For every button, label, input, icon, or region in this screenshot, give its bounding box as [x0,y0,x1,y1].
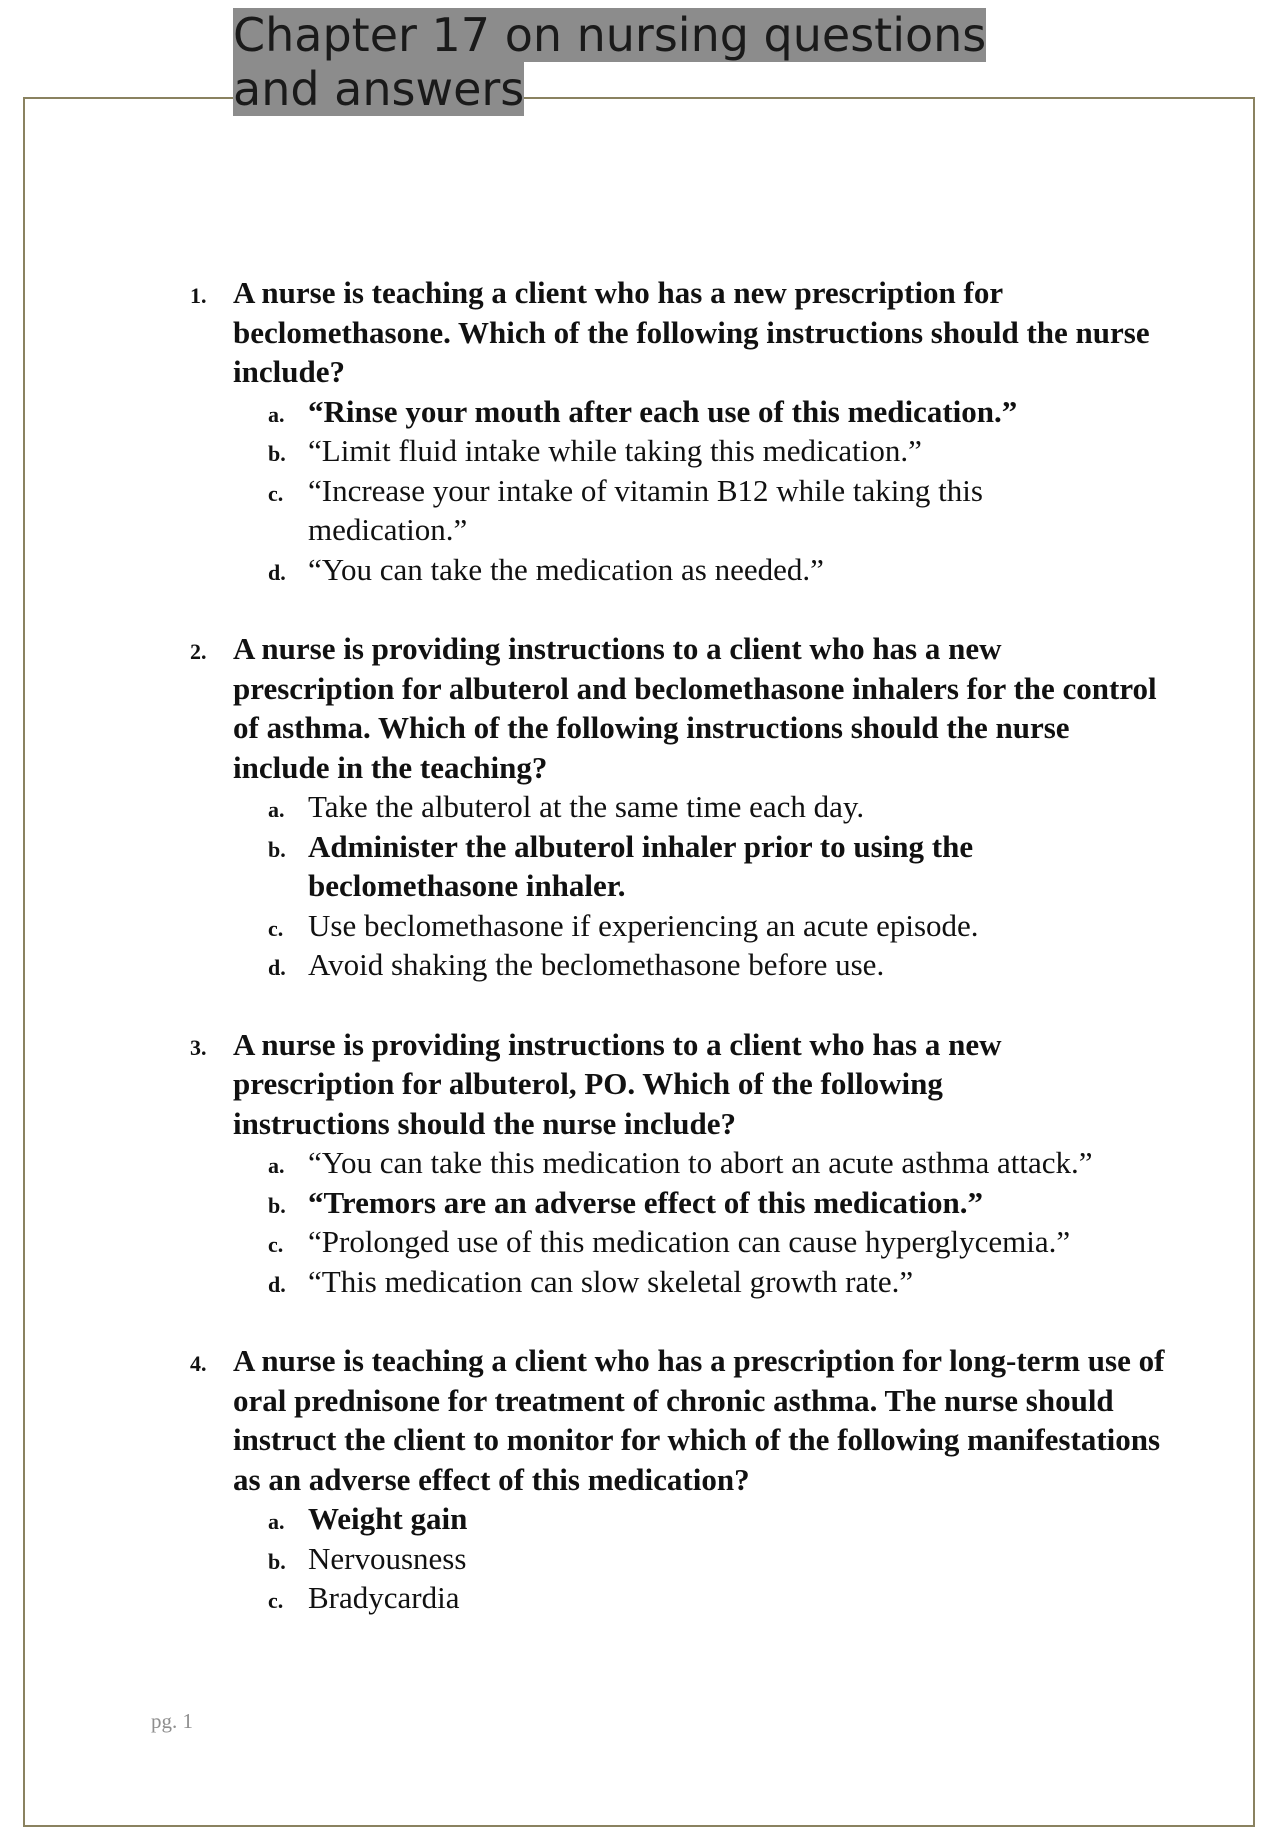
answer-option-c [268,1222,1170,1262]
option-letter: b. [268,1548,286,1574]
question-2 [190,629,1170,985]
option-text-correct: Weight gain [308,1501,468,1536]
answer-option-a [268,392,1170,432]
question-number: 2. [190,639,207,664]
option-text: “You can take the medication as needed.” [308,551,824,587]
answer-option-a [268,1499,1170,1539]
option-text: “This medication can slow skeletal growth rate.” [308,1263,914,1299]
question-text: A nurse is teaching a client who has a new prescription for beclomethasone. Which of the following instructions should the nurse include? [233,275,1150,389]
option-text: Nervousness [308,1540,467,1576]
answer-option-b [268,827,1170,906]
answer-options [190,787,1170,985]
option-text: Use beclomethasone if experiencing an acute episode. [308,907,979,943]
question-text: A nurse is teaching a client who has a prescription for long-term use of oral prednisone for treatment of chronic asthma. The nurse should instruct the client to monitor for which of the following manifestations as an adverse effect of this medication? [233,1343,1165,1497]
question-number: 4. [190,1351,207,1376]
question-number: 3. [190,1034,207,1060]
option-text: “Limit fluid intake while taking this medication.” [308,433,922,468]
option-letter: b. [268,441,286,466]
option-letter: d. [268,1271,286,1297]
option-letter: c. [268,1588,284,1613]
answer-option-b [268,431,1170,471]
question-3 [190,1025,1170,1302]
option-text-correct: “Tremors are an adverse effect of this medication.” [308,1184,983,1220]
answer-options [190,1143,1170,1301]
option-text: “Prolonged use of this medication can cause hyperglycemia.” [308,1224,1071,1259]
option-letter: a. [268,401,285,427]
document-title-text: Chapter 17 on nursing questions and answers [233,8,987,116]
answer-option-d [268,945,1170,985]
answer-options [190,392,1170,590]
option-letter: d. [268,955,286,980]
option-text: Avoid shaking the beclomethasone before use. [308,947,885,982]
answer-option-c [268,1578,1170,1618]
answer-options [190,1499,1170,1618]
question-text: A nurse is providing instructions to a client who has a new prescription for albuterol, PO. Which of the following instructions should the nurse include? [233,1026,1002,1141]
question-4 [190,1341,1170,1618]
answer-option-c [268,906,1170,946]
option-text: “Increase your intake of vitamin B12 while taking this medication.” [308,472,983,547]
option-letter: a. [268,797,285,822]
answer-option-b [268,1183,1170,1223]
option-letter: a. [268,1153,285,1178]
option-letter: c. [268,915,284,941]
answer-option-d [268,550,1170,590]
option-text: Bradycardia [308,1580,460,1615]
answer-option-a [268,787,1170,827]
answer-option-d [268,1262,1170,1302]
option-text: “You can take this medication to abort an acute asthma attack.” [308,1145,1093,1180]
option-text-correct: Administer the albuterol inhaler prior to using the beclomethasone inhaler. [308,828,974,903]
question-list [190,273,1170,1658]
option-letter: a. [268,1509,285,1534]
option-text: Take the albuterol at the same time each day. [308,789,865,824]
question-1 [190,273,1170,589]
answer-option-c [268,471,1170,550]
option-letter: d. [268,559,286,585]
document-title [233,8,1083,116]
question-number: 1. [190,283,207,308]
option-letter: c. [268,1232,284,1257]
page-number: pg. 1 [151,1709,193,1733]
answer-option-a [268,1143,1170,1183]
answer-option-b [268,1539,1170,1579]
option-text-correct: “Rinse your mouth after each use of this medication.” [308,393,1018,429]
question-text: A nurse is providing instructions to a client who has a new prescription for albuterol and beclomethasone inhalers for the control of asthma. Which of the following instructions should the nurse include in the teaching? [233,631,1157,785]
option-letter: c. [268,480,284,506]
option-letter: b. [268,836,286,862]
option-letter: b. [268,1192,286,1218]
